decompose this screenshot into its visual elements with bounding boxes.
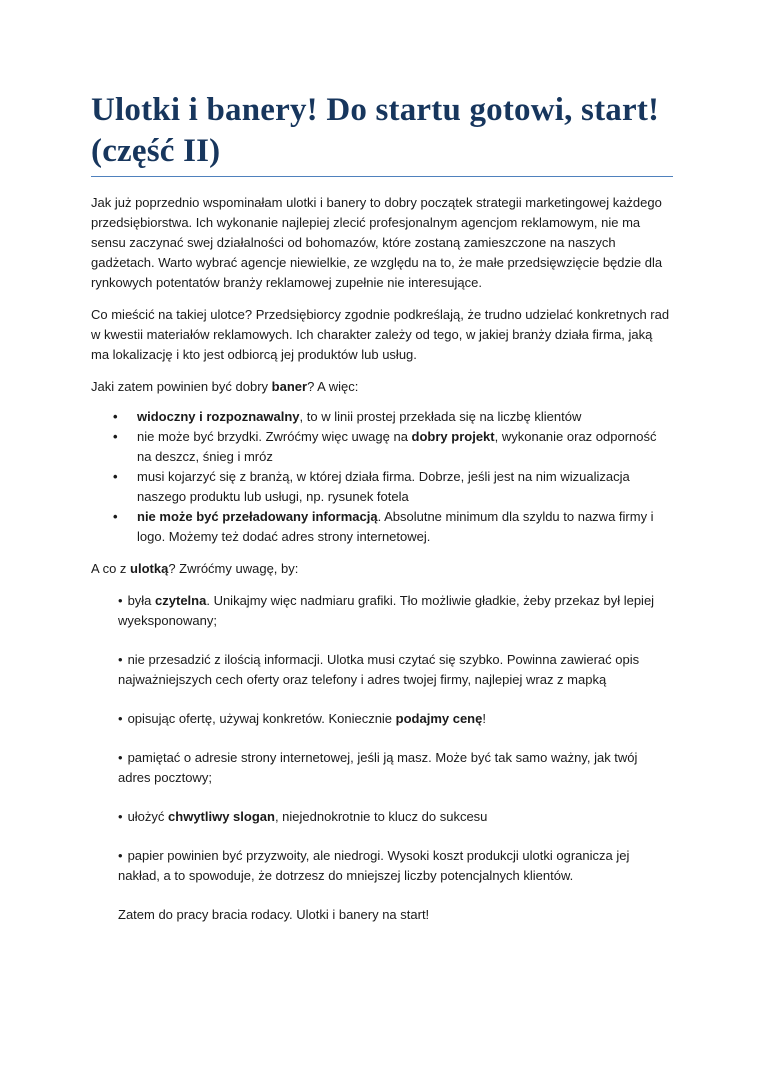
item-text: !: [482, 711, 486, 726]
bullet-bold-text: dobry projekt: [411, 429, 495, 444]
bullet-icon: •: [113, 509, 118, 524]
banner-lead: [91, 377, 673, 397]
banner-lead-text: Jaki zatem powinien być dobry: [91, 379, 272, 394]
closing-paragraph: Zatem do pracy bracia rodacy. Ulotki i banery na start!: [118, 907, 430, 922]
banner-lead-after: ? A więc:: [307, 379, 359, 394]
bullet-bold-text: nie może być przeładowany informacją: [137, 509, 378, 524]
list-item: [118, 650, 673, 690]
bullet-icon: •: [118, 848, 123, 863]
list-item: [91, 407, 673, 427]
bullet-icon: •: [118, 652, 123, 667]
list-item: [91, 427, 673, 467]
list-item: [118, 846, 673, 886]
banner-bullet-list: [91, 407, 673, 547]
leaflet-lead-bold: ulotką: [130, 561, 169, 576]
item-text: , niejednokrotnie to klucz do sukcesu: [274, 809, 488, 824]
leaflet-item-list: [118, 591, 673, 886]
item-text: papier powinien być przyzwoity, ale niedrogi. Wysoki koszt produkcji ulotki ogranicza jej nakład, a to spowoduje, że dotrzesz do mniejszej liczby potencjalnych klientów.: [118, 848, 630, 883]
item-bold-text: czytelna: [155, 593, 207, 608]
item-text: . Unikajmy więc nadmiaru grafiki. Tło możliwie gładkie, żeby przekaz był lepiej wyeksponowany;: [118, 593, 655, 628]
list-item: [118, 748, 673, 788]
bullet-icon: •: [118, 809, 123, 824]
item-text: opisując ofertę, używaj konkretów. Koniecznie: [127, 711, 396, 726]
intro-paragraph-1: Jak już poprzednio wspominałam ulotki i banery to dobry początek strategii marketingowej każdego przedsiębiorstwa. Ich wykonanie najlepiej zlecić profesjonalnym agencjom reklamowym, nie ma sensu zaczynać swej działalności od bohomazów, które zostaną zamieszczone na naszych gadżetach. Warto wybrać agencje niewielkie, ze względu na to, że małe przedsięwzięcie będzie dla rynkowych potentatów branży reklamowej zupełnie nie interesujące.: [91, 195, 663, 290]
leaflet-lead: [91, 559, 673, 579]
banner-lead-bold: baner: [271, 379, 308, 394]
list-item: [91, 467, 673, 507]
bullet-icon: •: [118, 593, 123, 608]
document-page: [91, 90, 673, 925]
bullet-bold-text: widoczny i rozpoznawalny: [137, 409, 300, 424]
bullet-text: musi kojarzyć się z branżą, w której działa firma. Dobrze, jeśli jest na nim wizualizacja naszego produktu lub usługi, np. rysunek fotela: [137, 469, 630, 504]
bullet-text: , to w linii prostej przekłada się na liczbę klientów: [299, 409, 582, 424]
item-text: pamiętać o adresie strony internetowej, jeśli ją masz. Może być tak samo ważny, jak twój adres pocztowy;: [118, 750, 638, 785]
list-item: [91, 507, 673, 547]
item-text: nie przesadzić z ilością informacji. Ulotka musi czytać się szybko. Powinna zawierać opis najważniejszych cech oferty oraz telefony i adres twojej firmy, najlepiej wraz z mapką: [118, 652, 640, 687]
document-title: Ulotki i banery! Do startu gotowi, start!(część II): [91, 90, 673, 177]
bullet-text: , wykonanie oraz odporność na deszcz, śnieg i mróz: [137, 429, 657, 464]
leaflet-lead-after: ? Zwróćmy uwagę, by:: [168, 561, 299, 576]
list-item: [118, 591, 673, 631]
list-item: [118, 709, 673, 729]
intro-paragraph-2: Co mieścić na takiej ulotce? Przedsiębiorcy zgodnie podkreślają, że trudno udzielać konkretnych rad w kwestii materiałów reklamowych. Ich charakter zależy od tego, w jakiej branży działa firma, jaką ma lokalizację i kto jest odbiorcą jej produktów lub usług.: [91, 307, 670, 362]
item-bold-text: chwytliwy slogan: [168, 809, 275, 824]
item-bold-text: podajmy cenę: [395, 711, 483, 726]
leaflet-lead-text: A co z: [91, 561, 131, 576]
bullet-icon: •: [118, 711, 123, 726]
bullet-icon: •: [113, 409, 118, 424]
bullet-icon: •: [118, 750, 123, 765]
bullet-icon: •: [113, 469, 118, 484]
bullet-icon: •: [113, 429, 118, 444]
bullet-text: . Absolutne minimum dla szyldu to nazwa firmy i logo. Możemy też dodać adres strony internetowej.: [137, 509, 654, 544]
item-text: ułożyć: [127, 809, 169, 824]
bullet-text: nie może być brzydki. Zwróćmy więc uwagę na: [137, 429, 412, 444]
list-item: [118, 807, 673, 827]
item-text: była: [127, 593, 156, 608]
